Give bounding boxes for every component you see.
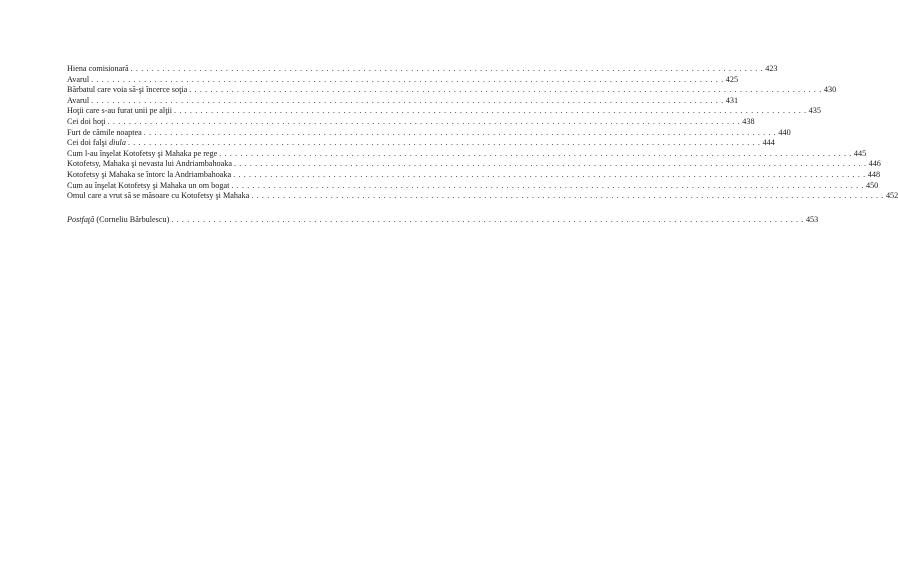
toc-entry xyxy=(67,74,739,86)
toc-entry-title-rest: (Corneliu Bărbulescu) xyxy=(94,214,170,224)
toc-entry-page: 438 xyxy=(742,116,755,126)
dot-leader: . . . . . . . . . . . . . . . . . . . . . . . . . . . . . . . . . . . . . . . . . . . . . . . . . . . . . . . . . . . . . . . . . . . . . . . . . . . . . . . . . . . . . . . . . . . . . . . . . . . . . . . . . . . . . . . . . . . . . . . . xyxy=(234,159,867,169)
toc-entry xyxy=(67,127,791,139)
dot-leader: . . . . . . . . . . . . . . . . . . . . . . . . . . . . . . . . . . . . . . . . . . . . . . . . . . . . . . . . . . . . . . . . . . . . . . . . . . . . . . . . . . . . . . . . . . . . . . . . . . . . . . . . . . . . . . . . . . . . . . . . xyxy=(107,116,741,126)
dot-leader: . . . . . . . . . . . . . . . . . . . . . . . . . . . . . . . . . . . . . . . . . . . . . . . . . . . . . . . . . . . . . . . . . . . . . . . . . . . . . . . . . . . . . . . . . . . . . . . . . . . . . . . . . . . . . . . . . . . . . . . . xyxy=(91,74,724,84)
toc-entry-title: Cei doi hoţi xyxy=(67,116,106,126)
toc-entry xyxy=(67,180,879,192)
toc-entry xyxy=(67,191,898,202)
toc-entry-title-prefix: Cei doi falşi xyxy=(67,138,110,148)
toc-entry-title: Kotofetsy, Mahaka şi nevasta lui Andriambahoaka xyxy=(67,159,232,169)
toc-entry xyxy=(67,95,739,107)
toc-entry-title: Avarul xyxy=(67,95,90,105)
toc-entry-title: Cum l-au înşelat Kotofetsy şi Mahaka pe rege xyxy=(67,148,218,158)
toc-entry-title: Hoţii care s-au furat unii pe alţii xyxy=(67,106,173,116)
toc-entry xyxy=(67,169,881,181)
toc-entry-page: 440 xyxy=(778,127,791,137)
toc-entry xyxy=(67,148,867,160)
toc-entry-page: 445 xyxy=(853,148,867,158)
toc-entry xyxy=(67,159,881,170)
toc-entry-page: 453 xyxy=(805,214,819,224)
dot-leader: . . . . . . . . . . . . . . . . . . . . . . . . . . . . . . . . . . . . . . . . . . . . . . . . . . . . . . . . . . . . . . . . . . . . . . . . . . . . . . . . . . . . . . . . . . . . . . . . . . . . . . . . . . . . . . . . . . . . . . . . xyxy=(130,64,764,73)
toc-entry xyxy=(67,138,775,149)
dot-leader: . . . . . . . . . . . . . . . . . . . . . . . . . . . . . . . . . . . . . . . . . . . . . . . . . . . . . . . . . . . . . . . . . . . . . . . . . . . . . . . . . . . . . . . . . . . . . . . . . . . . . . . . . . . . . . . . . . . . . . . . xyxy=(251,191,884,201)
toc-entry-title: Omul care a vrut să se măsoare cu Kotofetsy şi Mahaka xyxy=(67,191,250,201)
toc-entry-page: 431 xyxy=(725,95,739,105)
toc-entry-page: 446 xyxy=(868,159,881,169)
toc-entry-page: 430 xyxy=(823,85,837,95)
dot-leader: . . . . . . . . . . . . . . . . . . . . . . . . . . . . . . . . . . . . . . . . . . . . . . . . . . . . . . . . . . . . . . . . . . . . . . . . . . . . . . . . . . . . . . . . . . . . . . . . . . . . . . . . . . . . . . . . . . . . . . . . xyxy=(219,148,852,158)
toc-entry-page: 423 xyxy=(765,64,778,73)
toc-entry-title: Hiena comisionară xyxy=(67,64,129,73)
toc-entry-page: 450 xyxy=(865,180,879,190)
dot-leader: . . . . . . . . . . . . . . . . . . . . . . . . . . . . . . . . . . . . . . . . . . . . . . . . . . . . . . . . . . . . . . . . . . . . . . . . . . . . . . . . . . . . . . . . . . . . . . . . . . . . . . . . . . . . . . . . . . . . . . . . xyxy=(127,138,761,148)
dot-leader: . . . . . . . . . . . . . . . . . . . . . . . . . . . . . . . . . . . . . . . . . . . . . . . . . . . . . . . . . . . . . . . . . . . . . . . . . . . . . . . . . . . . . . . . . . . . . . . . . . . . . . . . . . . . . . . . . . . . . . . . xyxy=(231,180,864,190)
toc-entry-title xyxy=(67,138,126,149)
toc-entry-title: Kotofetsy şi Mahaka se întorc la Andriambahoaka xyxy=(67,169,232,179)
toc-entry-title-italic: Postfaţă xyxy=(67,214,95,224)
toc-entry xyxy=(67,85,837,96)
toc-entry-title: Furt de cămile noaptea xyxy=(67,127,142,137)
toc-entry-postface xyxy=(67,214,819,226)
dot-leader: . . . . . . . . . . . . . . . . . . . . . . . . . . . . . . . . . . . . . . . . . . . . . . . . . . . . . . . . . . . . . . . . . . . . . . . . . . . . . . . . . . . . . . . . . . . . . . . . . . . . . . . . . . . . . . . . . . . . . . . . xyxy=(143,127,777,137)
dot-leader: . . . . . . . . . . . . . . . . . . . . . . . . . . . . . . . . . . . . . . . . . . . . . . . . . . . . . . . . . . . . . . . . . . . . . . . . . . . . . . . . . . . . . . . . . . . . . . . . . . . . . . . . . . . . . . . . . . . . . . . . xyxy=(171,214,804,224)
toc-entry-page: 448 xyxy=(867,169,881,179)
toc-entry-page: 444 xyxy=(762,138,775,148)
dot-leader: . . . . . . . . . . . . . . . . . . . . . . . . . . . . . . . . . . . . . . . . . . . . . . . . . . . . . . . . . . . . . . . . . . . . . . . . . . . . . . . . . . . . . . . . . . . . . . . . . . . . . . . . . . . . . . . . . . . . . . . . xyxy=(189,85,822,95)
toc-entry-page: 452 xyxy=(885,191,898,201)
toc-entry-title: Bărbatul care voia să-şi încerce soţia xyxy=(67,85,188,95)
toc-entry-title xyxy=(67,215,169,226)
dot-leader: . . . . . . . . . . . . . . . . . . . . . . . . . . . . . . . . . . . . . . . . . . . . . . . . . . . . . . . . . . . . . . . . . . . . . . . . . . . . . . . . . . . . . . . . . . . . . . . . . . . . . . . . . . . . . . . . . . . . . . . . xyxy=(233,169,866,179)
dot-leader: . . . . . . . . . . . . . . . . . . . . . . . . . . . . . . . . . . . . . . . . . . . . . . . . . . . . . . . . . . . . . . . . . . . . . . . . . . . . . . . . . . . . . . . . . . . . . . . . . . . . . . . . . . . . . . . . . . . . . . . . xyxy=(174,106,807,116)
toc-entry xyxy=(67,106,821,117)
toc-entry xyxy=(67,116,755,128)
toc-entry xyxy=(67,64,778,75)
toc-entry-title-italic: diula xyxy=(109,138,126,148)
toc-entry-title: Cum au înşelat Kotofetsy şi Mahaka un om bogat xyxy=(67,180,230,190)
table-of-contents xyxy=(67,64,898,225)
toc-entry-page: 425 xyxy=(725,74,739,84)
section-gap xyxy=(67,202,385,215)
toc-entry-title: Avarul xyxy=(67,74,90,84)
toc-entry-page: 435 xyxy=(808,106,821,116)
dot-leader: . . . . . . . . . . . . . . . . . . . . . . . . . . . . . . . . . . . . . . . . . . . . . . . . . . . . . . . . . . . . . . . . . . . . . . . . . . . . . . . . . . . . . . . . . . . . . . . . . . . . . . . . . . . . . . . . . . . . . . . . xyxy=(91,95,724,105)
